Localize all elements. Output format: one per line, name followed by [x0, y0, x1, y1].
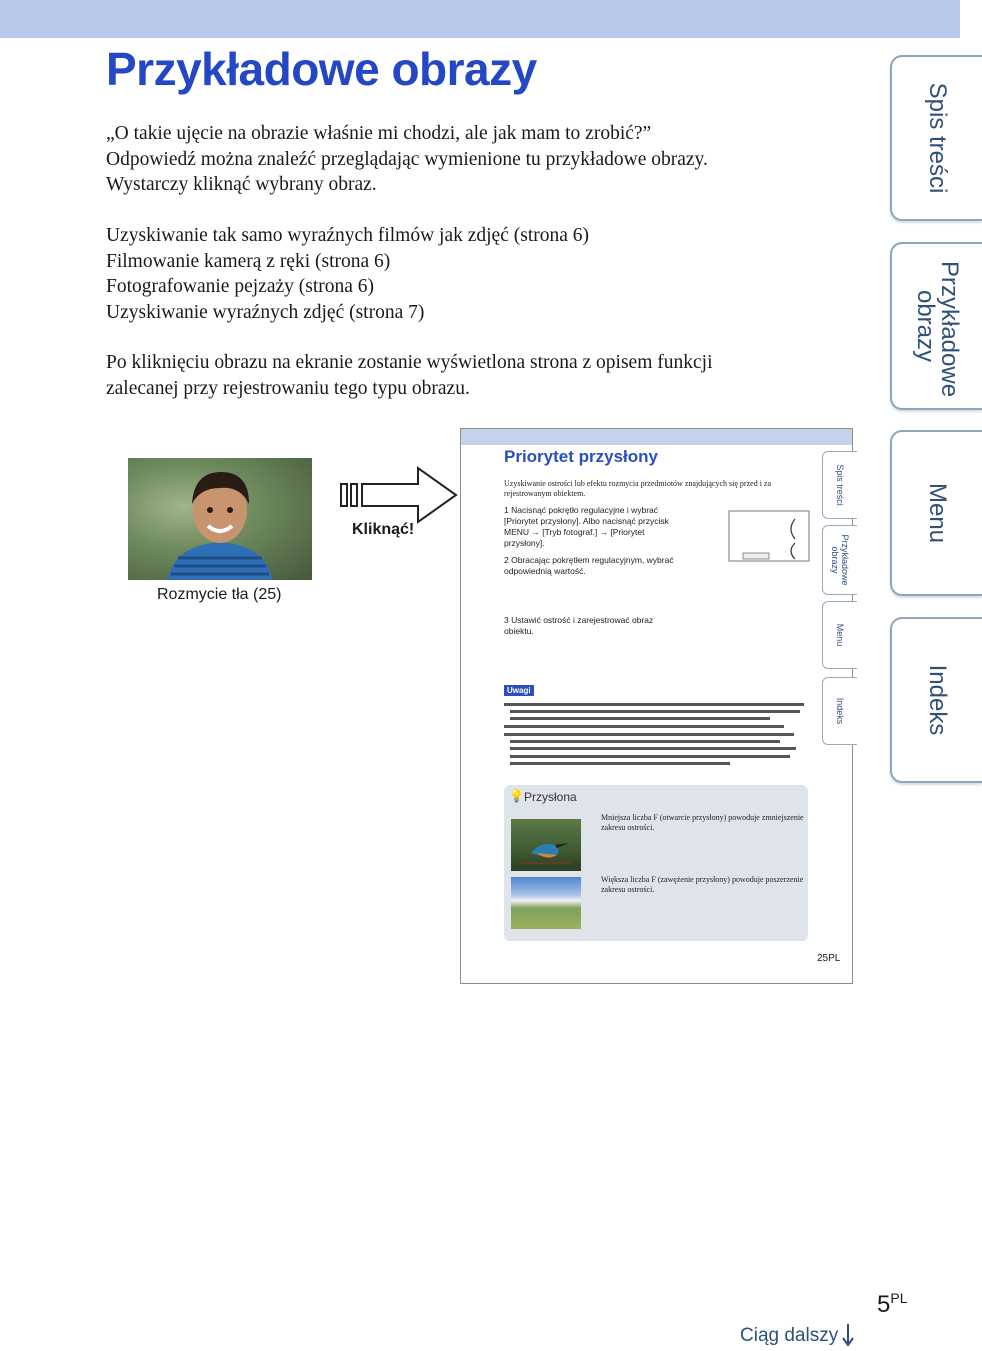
thumbnail-title: Priorytet przysłony — [504, 447, 658, 466]
tab-przykladowe-obrazy[interactable] — [890, 242, 982, 410]
down-arrow-icon[interactable] — [841, 1322, 855, 1348]
next-page-link[interactable]: Ciąg dalszy — [740, 1325, 839, 1346]
thumbnail-tab — [822, 525, 857, 595]
tab-label: Menu — [924, 482, 951, 544]
explanation-line: zalecanej przy rejestrowaniu tego typu obrazu. — [106, 377, 470, 399]
landscape-thumbnail-image — [511, 877, 581, 929]
tab-label: Spis treści — [924, 82, 951, 194]
thumbnail-tab — [822, 601, 857, 669]
thumbnail-step: 2 Obracając pokrętłem regulacyjnym, wybrać odpowiednią wartość. — [504, 555, 674, 576]
intro-paragraph — [106, 121, 846, 198]
intro-line: Odpowiedź można znaleźć przeglądając wymienione tu przykładowe obrazy. — [106, 148, 708, 170]
right-arrow-icon — [338, 466, 460, 528]
thumbnail-tab — [822, 451, 857, 519]
kingfisher-image — [511, 819, 581, 871]
example-photo-boy[interactable] — [128, 458, 312, 580]
tip-text: Większa liczba F (zawężenie przysłony) powoduje poszerzenie zakresu ostrości. — [601, 875, 804, 894]
intro-line: Wystarczy kliknąć wybrany obraz. — [106, 174, 377, 195]
page-thumbnail[interactable] — [460, 428, 853, 984]
thumbnail-tab — [822, 677, 857, 745]
page-number — [877, 1290, 907, 1319]
bird-thumbnail-image — [511, 819, 581, 871]
thumbnail-step: 3 Ustawić ostrość i zarejestrować obraz obiektu. — [504, 615, 654, 636]
page-title: Przykładowe obrazy — [106, 43, 537, 95]
notes-badge: Uwagi — [504, 685, 534, 696]
tip-title: Przysłona — [524, 790, 577, 804]
explanation-line: Po kliknięciu obrazu na ekranie zostanie wyświetlona strona z opisem funkcji — [106, 352, 713, 373]
tip-box — [504, 785, 808, 941]
link-list — [106, 223, 846, 325]
tab-label: Indeks — [924, 664, 951, 736]
header-bar — [0, 0, 960, 38]
link-item[interactable]: Uzyskiwanie tak samo wyraźnych filmów jak zdjęć (strona 6) — [106, 225, 590, 246]
dial-diagram-icon — [723, 509, 813, 571]
intro-line: „O takie ujęcie na obrazie właśnie mi chodzi, ale jak mam to zrobić?” — [106, 123, 652, 144]
link-item[interactable]: Filmowanie kamerą z ręki (strona 6) — [106, 250, 391, 272]
boy-portrait-image — [128, 458, 312, 580]
lightbulb-icon: 💡 — [509, 789, 524, 803]
thumbnail-tab-label: Menu — [835, 623, 845, 647]
tip-text: Mniejsza liczba F (otwarcie przysłony) powoduje zmniejszenie zakresu ostrości. — [601, 813, 804, 832]
tab-spis-tresci[interactable] — [890, 55, 982, 221]
thumbnail-step: 1 Nacisnąć pokrętło regulacyjne i wybrać [Priorytet przysłony]. Albo nacisnąć przycisk MENU → [Tryb fotograf.] → [Priorytet przysłony]. — [504, 505, 669, 548]
click-label: Kliknąć! — [352, 521, 415, 538]
tab-indeks[interactable] — [890, 617, 982, 783]
thumbnail-header-bar — [461, 429, 852, 445]
tab-label: Przykładowe obrazy — [912, 261, 963, 398]
page-number-value: 5 — [877, 1291, 891, 1318]
thumbnail-intro: Uzyskiwanie ostrości lub efektu rozmycia przedmiotów znajdujących się przed i za rejestrowanym obiektem. — [504, 479, 772, 498]
page-number-suffix: PL — [890, 1290, 908, 1306]
notes-text-lines — [504, 701, 809, 777]
thumbnail-tab-label: Przykładowe obrazy — [830, 534, 850, 586]
thumbnail-tab-label: Spis treści — [835, 464, 845, 506]
photo-caption: Rozmycie tła (25) — [157, 586, 282, 603]
link-item[interactable]: Uzyskiwanie wyraźnych zdjęć (strona 7) — [106, 301, 425, 323]
link-item[interactable]: Fotografowanie pejzaży (strona 6) — [106, 276, 375, 297]
tab-menu[interactable] — [890, 430, 982, 596]
thumbnail-page-number: 25PL — [817, 953, 841, 964]
thumbnail-tab-label: Indeks — [835, 697, 845, 725]
explanation-paragraph — [106, 350, 846, 401]
